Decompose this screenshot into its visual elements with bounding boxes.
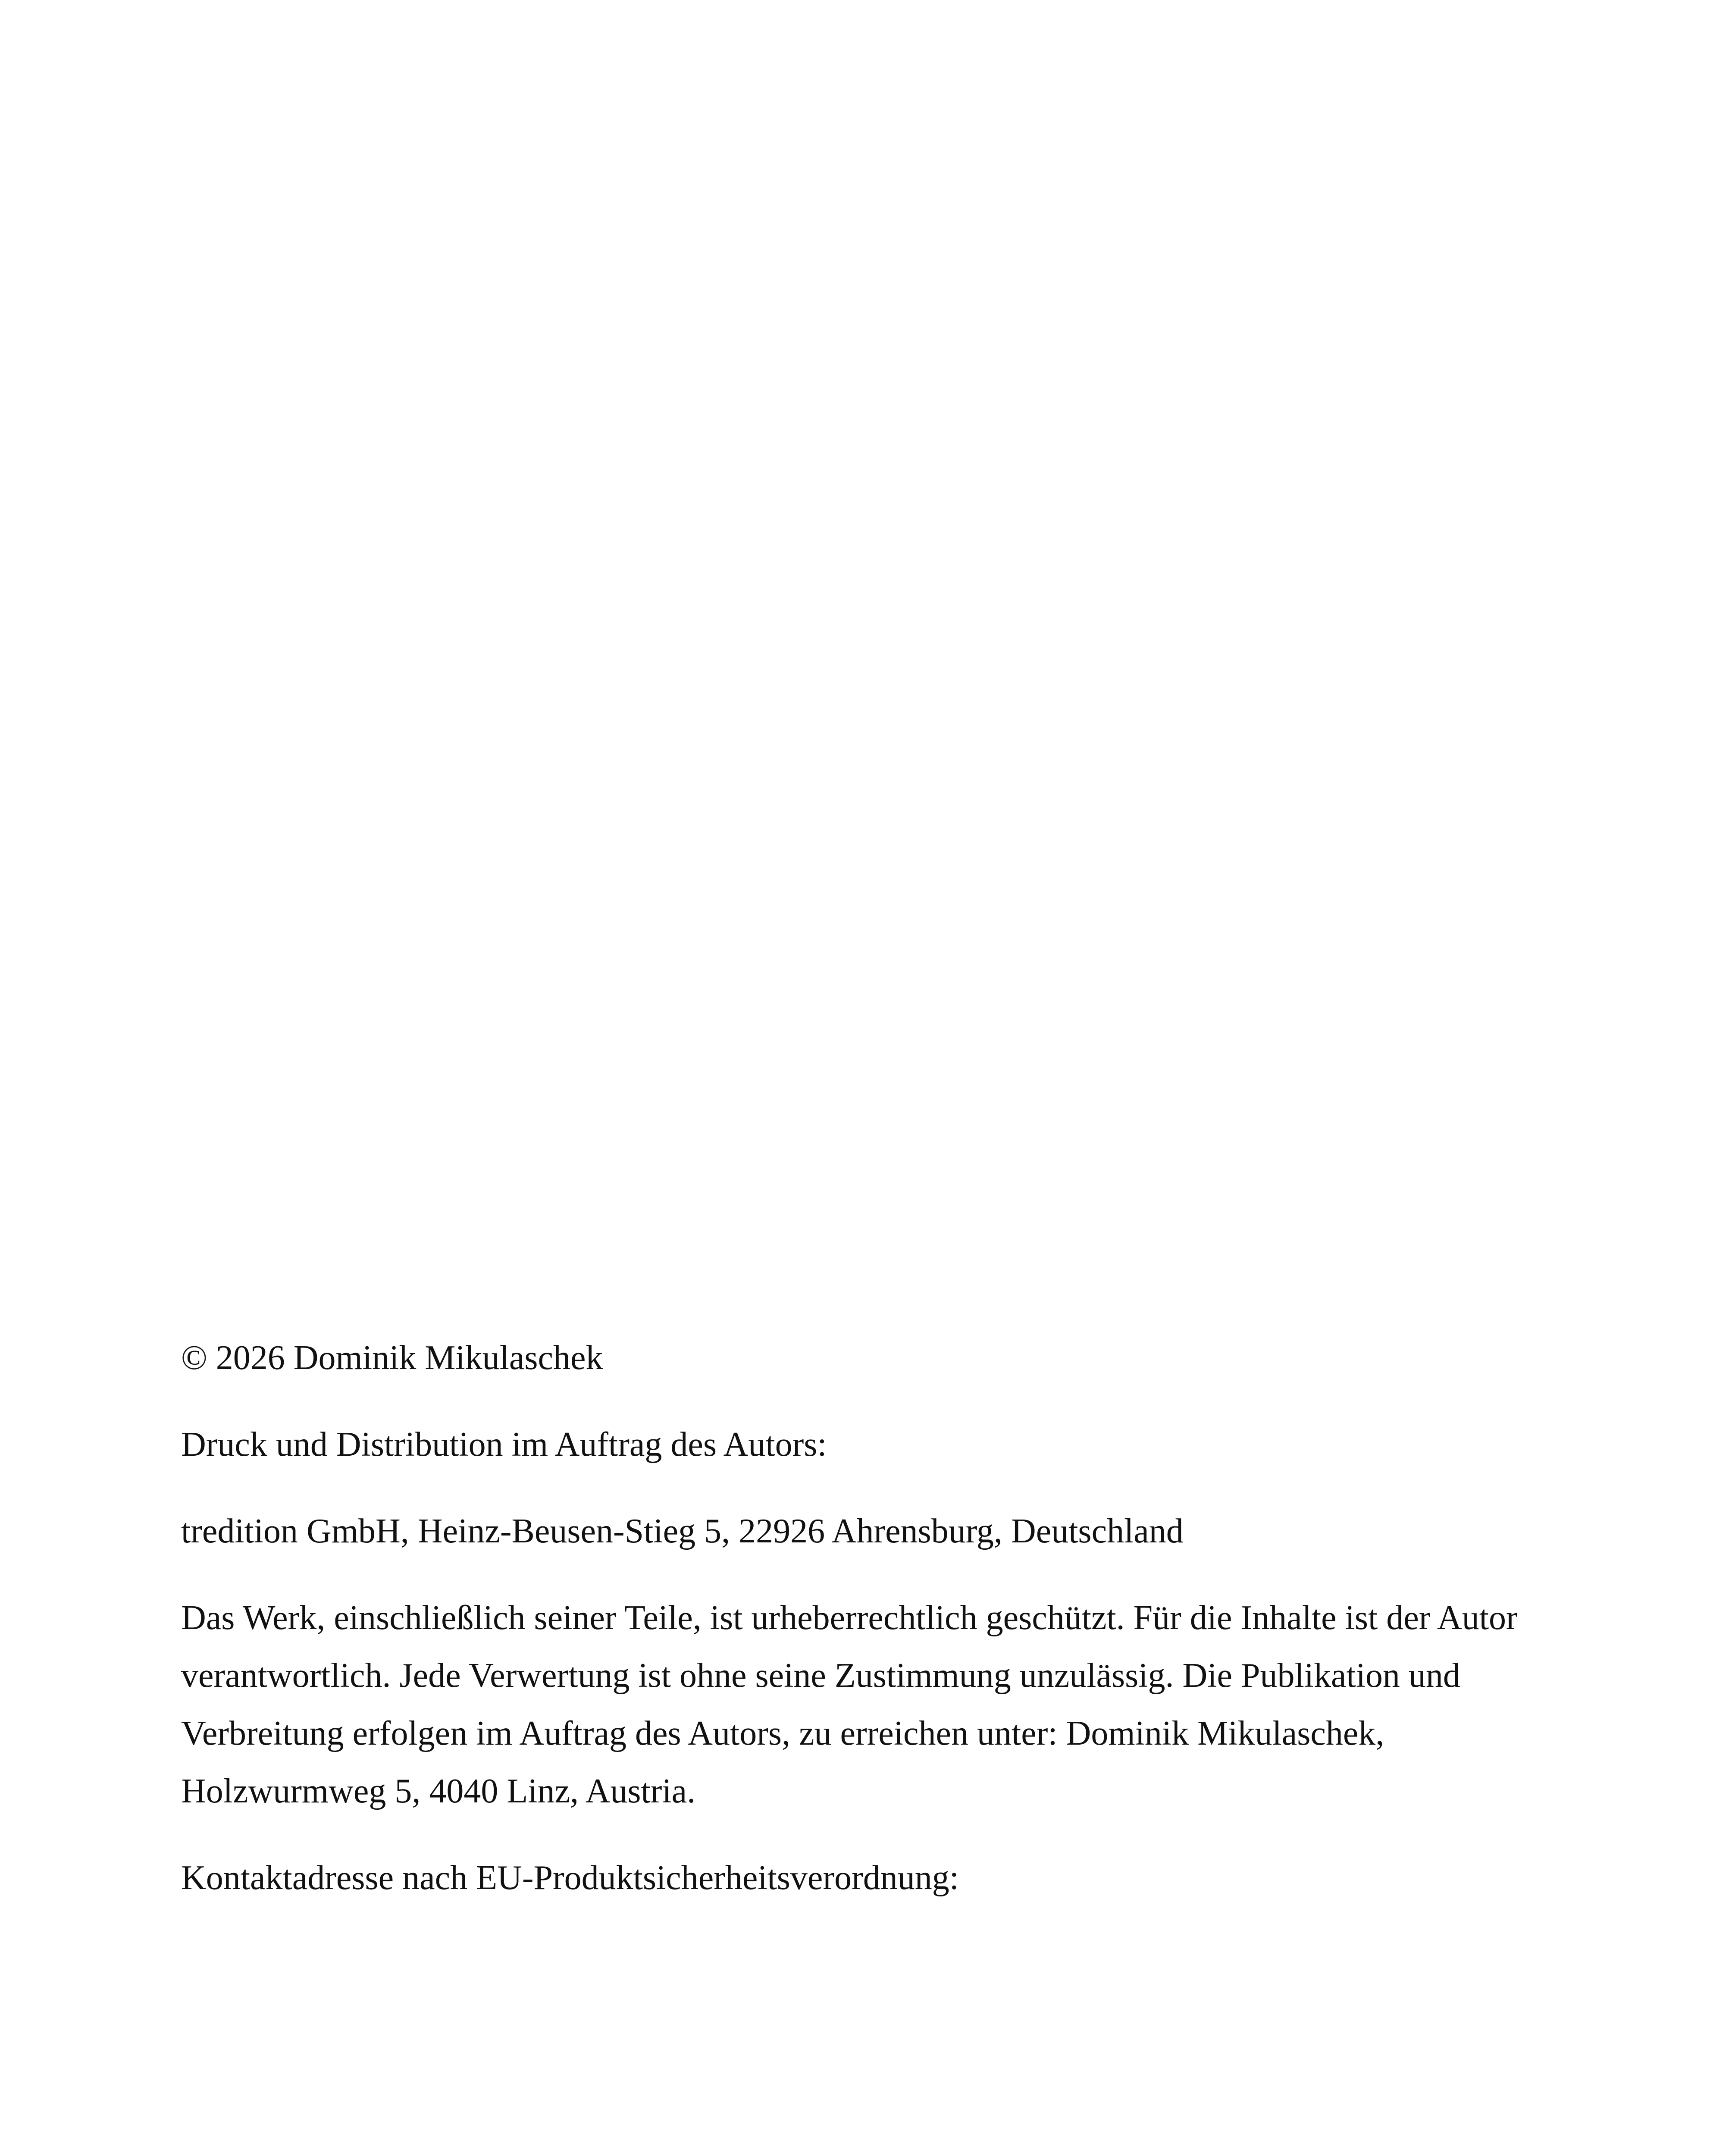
copyright-line: © 2026 Dominik Mikulaschek (181, 1339, 603, 1377)
contact-heading: Kontaktadresse nach EU-Produktsicherheitsverordnung: (181, 1859, 959, 1897)
rights-paragraph: Das Werk, einschließlich seiner Teile, ist urheberrechtlich geschützt. Für die Inhalte ist der Autor verantwortlich. Jede Verwertung ist ohne seine Zustimmung unzulässig. Die Publikation und Verbreitung erfolgen im Auftrag des Autors, zu erreichen unter: Dominik Mikulaschek, Holzwurmweg 5, 4040 Linz, Austria. (181, 1599, 1518, 1810)
print-distribution-note: Druck und Distribution im Auftrag des Autors: (181, 1426, 827, 1463)
imprint-block (181, 1329, 1561, 1936)
publisher-address: tredition GmbH, Heinz-Beusen-Stieg 5, 22926 Ahrensburg, Deutschland (181, 1512, 1184, 1550)
